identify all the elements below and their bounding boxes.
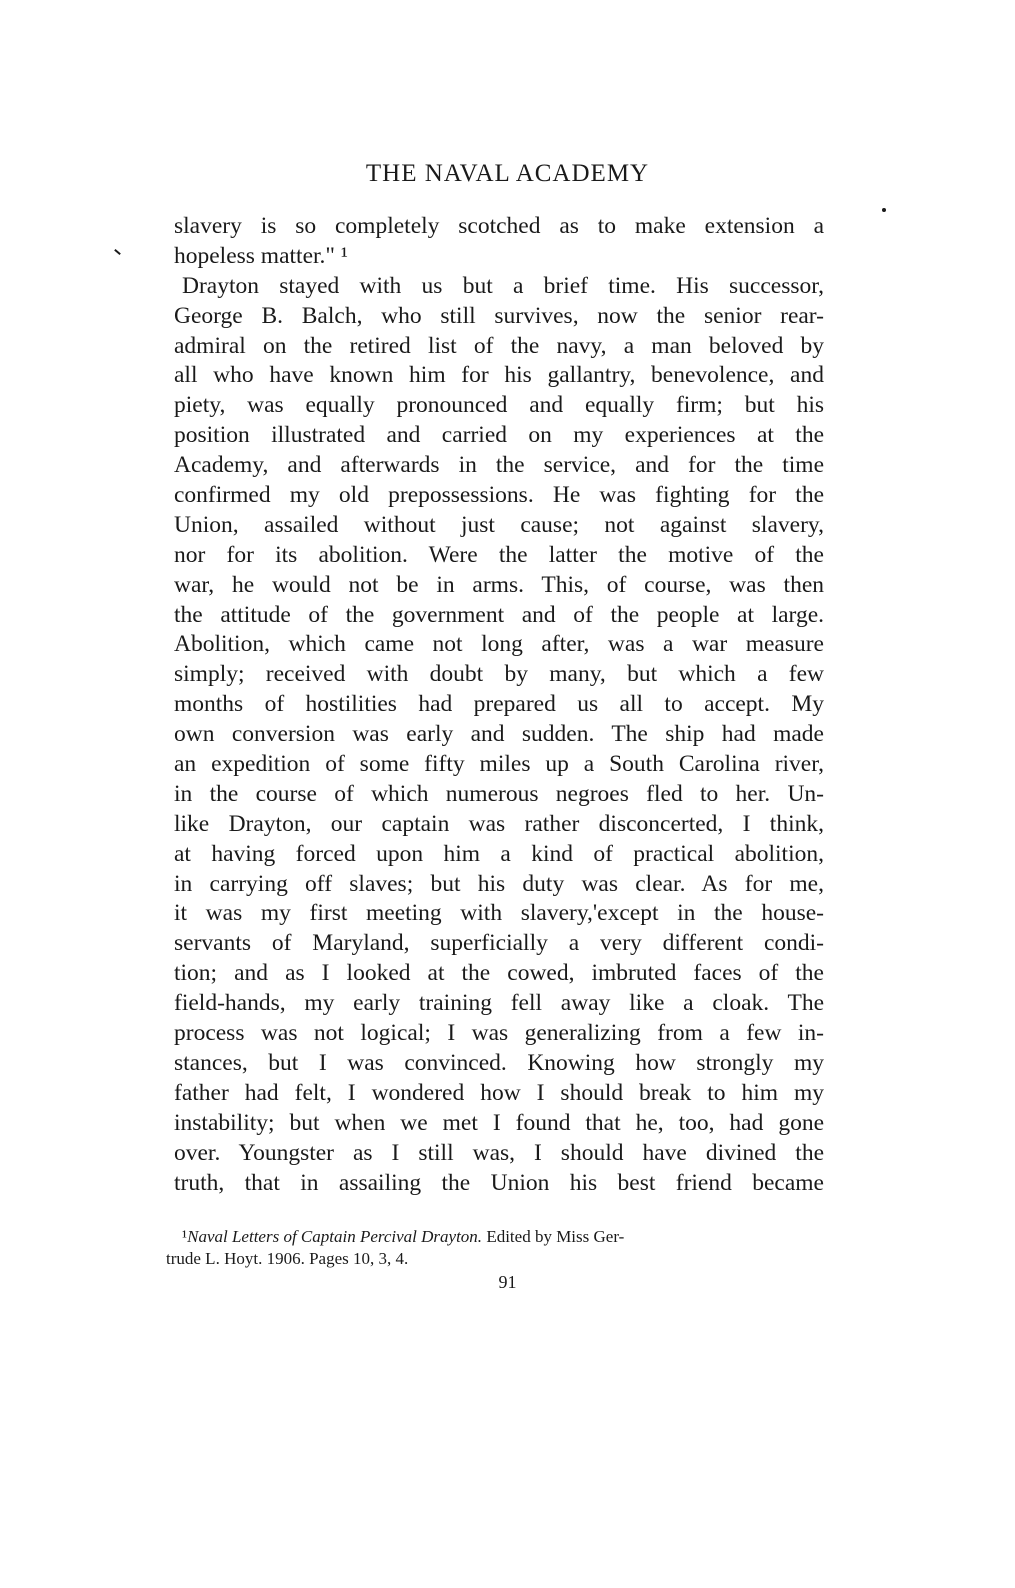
running-head: THE NAVAL ACADEMY [365, 160, 650, 187]
text-line: an expedition of some fifty miles up a South Carolina river, [174, 751, 824, 778]
text-line: tion; and as I looked at the cowed, imbruted faces of the [174, 960, 824, 987]
text-line: simply; received with doubt by many, but which a few [174, 661, 824, 688]
text-line: like Drayton, our captain was rather disconcerted, I think, [174, 810, 824, 837]
text-line: process was not logical; I was generalizing from a few in- [174, 1020, 824, 1047]
text-line: Abolition, which came not long after, was a war measure [174, 631, 824, 658]
body-text [174, 212, 824, 1198]
text-line: in the course of which numerous negroes fled to her. Un- [174, 780, 824, 807]
text-line: servants of Maryland, superficially a very different condi- [174, 930, 824, 957]
footnote-line [166, 1226, 806, 1248]
text-line: stances, but I was convinced. Knowing how strongly my [174, 1049, 824, 1076]
footnote-line: trude L. Hoyt. 1906. Pages 10, 3, 4. [166, 1249, 409, 1268]
text-line: truth, that in assailing the Union his best friend became [174, 1169, 824, 1196]
text-line: months of hostilities had prepared us all to accept. My [174, 691, 824, 718]
text-line: slavery is so completely scotched as to make extension a [174, 213, 824, 239]
scan-mark [114, 249, 121, 255]
footnote [166, 1226, 806, 1270]
scan-speck [882, 208, 886, 212]
text-line: position illustrated and carried on my experiences at the [174, 422, 824, 449]
text-line: the attitude of the government and of the people at large. [174, 601, 824, 628]
text-line: war, he would not be in arms. This, of course, was then [174, 571, 824, 598]
footnote-text: Edited by Miss Ger- [482, 1227, 625, 1246]
text-line: over. Youngster as I still was, I should have divined the [174, 1139, 824, 1166]
page-number: 91 [498, 1272, 517, 1292]
text-line: Drayton stayed with us but a brief time. His successor, [182, 272, 824, 299]
text-line: own conversion was early and sudden. The ship had made [174, 721, 824, 748]
text-line: father had felt, I wondered how I should break to him my [174, 1079, 824, 1106]
text-line: instability; but when we met I found that he, too, had gone [174, 1109, 824, 1136]
text-line: in carrying off slaves; but his duty was clear. As for me, [174, 870, 824, 897]
text-line: confirmed my old prepossessions. He was fighting for the [174, 482, 824, 509]
text-line: admiral on the retired list of the navy, a man beloved by [174, 332, 824, 359]
footnote-title: Naval Letters of Captain Percival Drayton. [187, 1227, 483, 1246]
text-line: Academy, and afterwards in the service, and for the time [174, 452, 824, 479]
footnote-marker: ¹ [182, 1227, 188, 1246]
text-line: George B. Balch, who still survives, now the senior rear- [174, 302, 824, 329]
text-line: at having forced upon him a kind of practical abolition, [174, 840, 824, 867]
text-line: field-hands, my early training fell away like a cloak. The [174, 990, 824, 1017]
text-line: Union, assailed without just cause; not against slavery, [174, 511, 824, 538]
text-line: piety, was equally pronounced and equally firm; but his [174, 392, 824, 419]
text-line: it was my first meeting with slavery,'except in the house- [174, 900, 824, 927]
text-line: nor for its abolition. Were the latter the motive of the [174, 541, 824, 568]
text-line: all who have known him for his gallantry, benevolence, and [174, 362, 824, 389]
text-line: hopeless matter." ¹ [174, 242, 348, 269]
